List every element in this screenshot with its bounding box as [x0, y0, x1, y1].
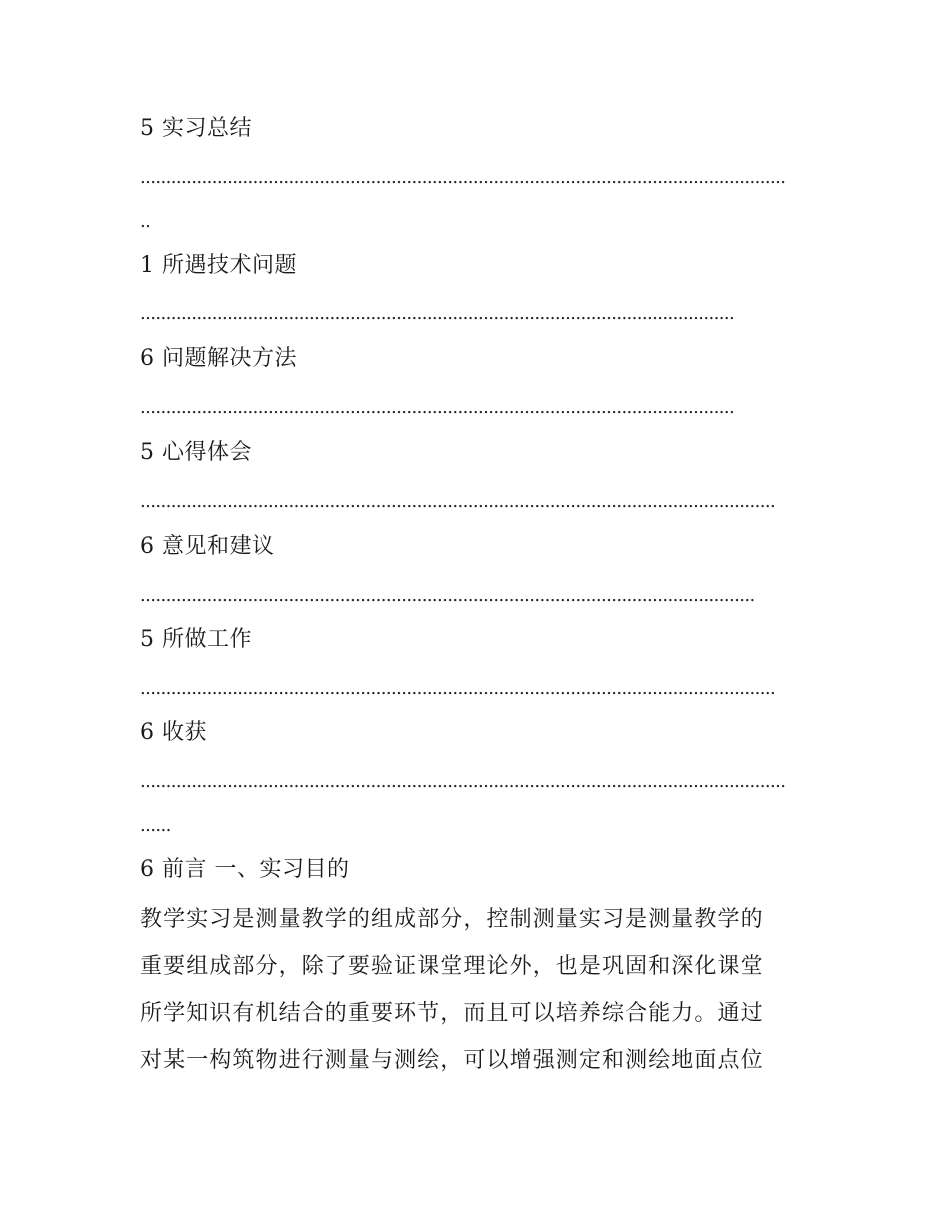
body-line: 重要组成部分，除了要验证课堂理论外，也是巩固和深化课堂 — [140, 954, 764, 979]
toc-leader-dots-continued: .. — [140, 212, 151, 232]
section-heading: 6 前言 一、实习目的 — [140, 857, 350, 882]
toc-leader-dots: .............................................................................................................................. — [140, 772, 786, 792]
toc-leader-dots: .............................................................................................................................. — [140, 168, 786, 188]
toc-entry-label: 5 实习总结 — [140, 116, 252, 141]
toc-leader-dots: ............................................................................................................................ — [140, 679, 776, 699]
toc-leader-dots: .................................................................................................................... — [140, 304, 735, 324]
toc-entry-label: 5 心得体会 — [140, 440, 252, 465]
toc-entry-label: 6 收获 — [140, 720, 207, 745]
toc-leader-dots: ............................................................................................................................ — [140, 492, 776, 512]
toc-entry-label: 5 所做工作 — [140, 627, 252, 652]
toc-leader-dots: ........................................................................................................................ — [140, 586, 755, 606]
body-line: 所学知识有机结合的重要环节，而且可以培养综合能力。通过 — [140, 1001, 764, 1026]
toc-leader-dots-continued: ...... — [140, 816, 171, 836]
body-paragraph — [140, 896, 820, 1084]
toc-entry-label: 6 问题解决方法 — [140, 346, 297, 371]
toc-entry-label: 1 所遇技术问题 — [140, 253, 297, 278]
body-line: 对某一构筑物进行测量与测绘，可以增强测定和测绘地面点位 — [140, 1048, 764, 1073]
toc-entry-label: 6 意见和建议 — [140, 534, 275, 559]
body-line: 教学实习是测量教学的组成部分，控制测量实习是测量教学的 — [140, 907, 764, 932]
toc-leader-dots: .................................................................................................................... — [140, 398, 735, 418]
